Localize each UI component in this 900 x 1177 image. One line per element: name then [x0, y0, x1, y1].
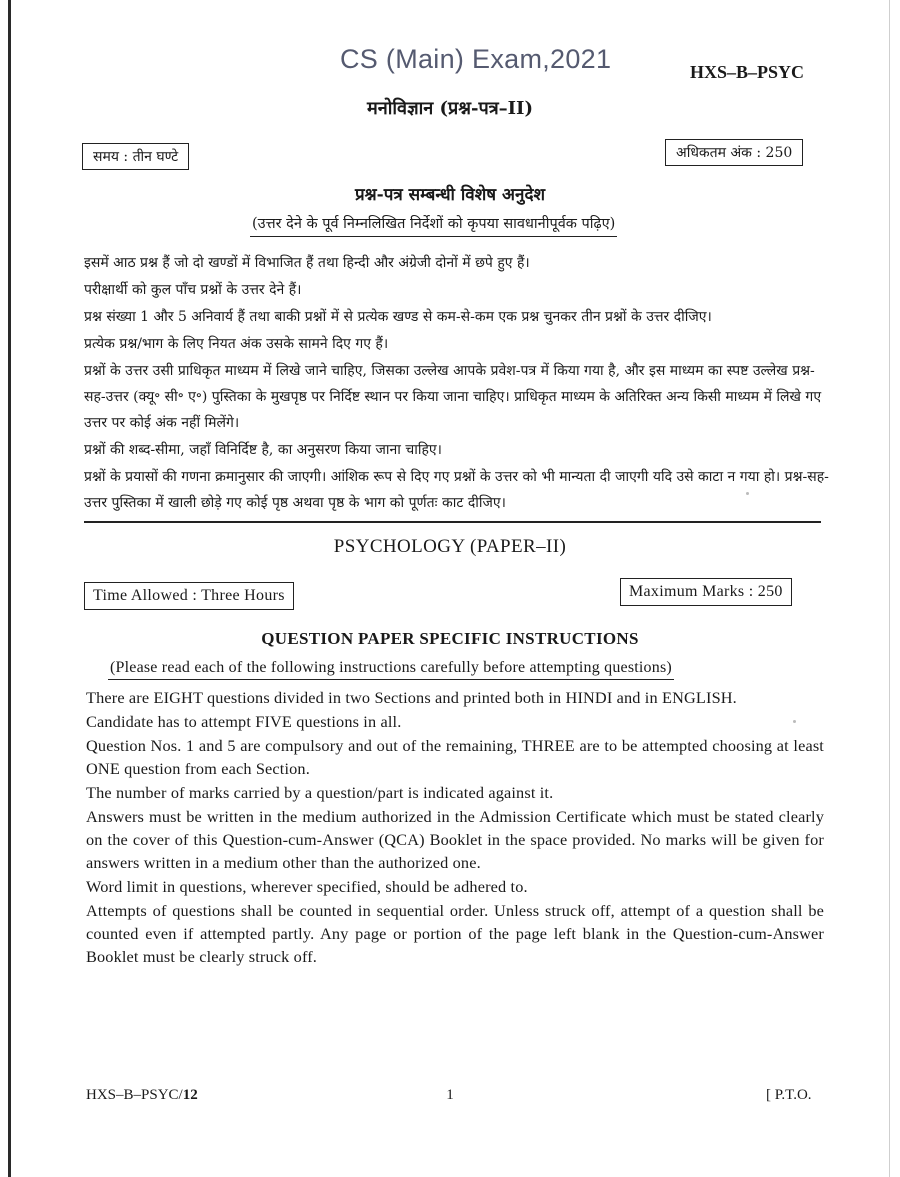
english-instruction: Answers must be written in the medium authorized in the Admission Certificate which must be stated clearly on the cover of this Question-cum-Answer (QCA) Booklet in the space provided. No marks will be given for answers written in a medium other than the authorized one. — [86, 807, 824, 872]
english-time-box: Time Allowed : Three Hours — [84, 582, 294, 610]
footer-page-count: 12 — [182, 1087, 198, 1103]
exam-stamp: CS (Main) Exam,2021 — [340, 44, 612, 74]
hindi-instruction: प्रश्न संख्या 1 और 5 अनिवार्य हैं तथा बाकी प्रश्नों में से प्रत्येक खण्ड से कम-से-कम एक प्रश्न चुनकर तीन प्रश्नों के उत्तर दीजिए। — [84, 309, 712, 325]
paper-code-top: HXS–B–PSYC — [690, 62, 805, 82]
english-instruction: Attempts of questions shall be counted in sequential order. Unless struck off, attempt of a question shall be counted even if attempted partly. Any page or portion of the page left blank in the Question-cum-Answer Booklet must be clearly struck off. — [86, 901, 824, 966]
hindi-max-marks-box: अधिकतम अंक : 250 — [665, 139, 803, 166]
english-instructions-heading: QUESTION PAPER SPECIFIC INSTRUCTIONS — [261, 629, 639, 648]
hindi-instruction: प्रश्नों के प्रयासों की गणना क्रमानुसार की जाएगी। आंशिक रूप से दिए गए प्रश्नों के उत्तर को भी मान्यता दी जाएगी यदि उसे काटा न गया हो। प्रश्न-सह-उत्तर पुस्तिका में खाली छोड़े गए कोई पृष्ठ अथवा पृष्ठ के भाग को पूर्णतः काट दीजिए। — [84, 469, 829, 511]
english-instructions — [86, 686, 824, 969]
scan-edge-left — [8, 0, 11, 1177]
english-instruction: Candidate has to attempt FIVE questions in all. — [86, 712, 402, 731]
footer-pto: [ P.T.O. — [766, 1087, 812, 1103]
english-instruction: Word limit in questions, wherever specified, should be adhered to. — [86, 877, 528, 896]
hindi-please-read: (उत्तर देने के पूर्व निम्नलिखित निर्देशों को कृपया सावधानीपूर्वक पढ़िए) — [250, 213, 617, 237]
english-instruction: The number of marks carried by a question/part is indicated against it. — [86, 783, 554, 802]
english-instruction: There are EIGHT questions divided in two Sections and printed both in HINDI and in ENGLISH. — [86, 688, 737, 707]
hindi-instructions-heading: प्रश्न-पत्र सम्बन्धी विशेष अनुदेश — [354, 185, 546, 205]
hindi-instruction: प्रश्नों की शब्द-सीमा, जहाँ विनिर्दिष्ट है, का अनुसरण किया जाना चाहिए। — [84, 442, 442, 458]
footer-page-number: 1 — [446, 1087, 454, 1103]
scan-edge-right — [889, 0, 890, 1177]
hindi-time-box: समय : तीन घण्टे — [82, 143, 189, 170]
english-instruction: Question Nos. 1 and 5 are compulsory and out of the remaining, THREE are to be attempted choosing at least ONE question from each Section. — [86, 736, 824, 778]
hindi-instruction: प्रत्येक प्रश्न/भाग के लिए नियत अंक उसके सामने दिए गए हैं। — [84, 336, 389, 352]
footer-code-prefix: HXS–B–PSYC/ — [86, 1087, 183, 1103]
english-subject-title: PSYCHOLOGY (PAPER–II) — [333, 536, 567, 557]
hindi-subject-title: मनोविज्ञान (प्रश्न-पत्र–II) — [366, 98, 533, 119]
hindi-instruction: इसमें आठ प्रश्न हैं जो दो खण्डों में विभाजित हैं तथा हिन्दी और अंग्रेजी दोनों में छपे हुए हैं। — [84, 255, 530, 271]
english-please-read: (Please read each of the following instructions carefully before attempting questions) — [108, 659, 674, 680]
hindi-instruction: परीक्षार्थी को कुल पाँच प्रश्नों के उत्तर देने हैं। — [84, 282, 302, 298]
scan-speck — [746, 492, 749, 495]
english-max-marks-box: Maximum Marks : 250 — [620, 578, 792, 606]
hindi-instructions — [84, 250, 829, 517]
hindi-instruction: प्रश्नों के उत्तर उसी प्राधिकृत माध्यम में लिखे जाने चाहिए, जिसका उल्लेख आपके प्रवेश-पत्र में किया गया है, और इस माध्यम का स्पष्ट उल्लेख प्रश्न-सह-उत्तर (क्यू॰ सी॰ ए॰) पुस्तिका के मुखपृष्ठ पर निर्दिष्ट स्थान पर किया जाना चाहिए। प्राधिकृत माध्यम के अतिरिक्त अन्य किसी माध्यम में लिखे गए उत्तर पर कोई अंक नहीं मिलेंगे। — [84, 363, 822, 431]
section-divider — [84, 521, 821, 523]
scan-speck — [793, 720, 796, 723]
